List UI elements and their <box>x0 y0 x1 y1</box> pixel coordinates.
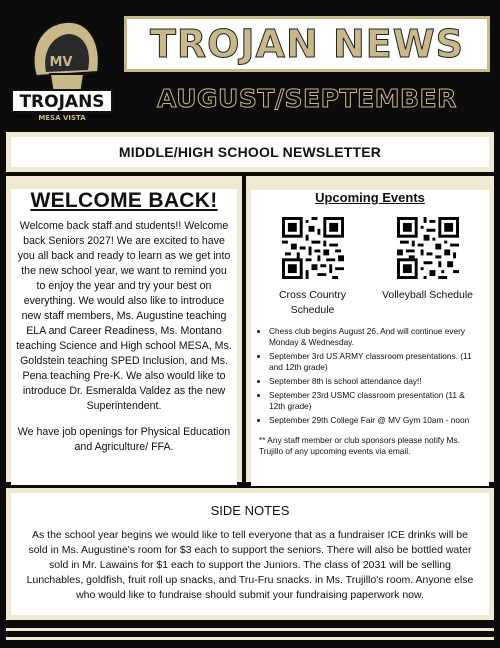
title-bar <box>124 16 490 72</box>
trojan-helmet-logo-icon <box>6 10 118 122</box>
events-note: ** Any staff member or club sponsors please notify Ms. Trujillo of any upcoming events via email. <box>259 435 460 456</box>
events-list <box>251 326 489 426</box>
footer-divider <box>6 637 494 640</box>
qr-code-icon <box>397 217 459 279</box>
side-notes-heading: SIDE NOTES <box>210 503 290 518</box>
events-panel <box>246 176 494 482</box>
list-item: • September 23rd USMC classroom presentation (11 & 12th grade) <box>269 390 483 412</box>
qr-code-icon <box>282 217 344 279</box>
newsletter-title: MIDDLE/HIGH SCHOOL NEWSLETTER <box>11 137 489 167</box>
issue-month: AUGUST/SEPTEMBER <box>157 83 457 113</box>
welcome-text: Welcome back staff and students!! Welcome back Seniors 2027! We are excited to have you all back and ready to learn as we get into the new school year, we want to remind you to enjoy the year and try your best on everything. We would also like to introduce new staff members, Ms. Augustine teaching ELA and Career Readiness, Ms. Montano teaching Science and High school MESA, Ms. Goldstein teaching SPED Inclusion, and Ms. Pena teaching Pre-K. We also would like to introduce Dr. Esmeralda Valdez as the new Superintendent. <box>16 220 232 412</box>
job-openings-text: We have job openings for Physical Education and Agriculture/ FFA. <box>17 426 231 453</box>
logo-initials: MV <box>49 55 73 70</box>
list-item: • September 3rd US ARMY classroom presentations. (11 and 12th grade) <box>269 351 483 373</box>
qr-label-volleyball: Volleyball Schedule <box>381 289 474 301</box>
list-item: • September 29th College Fair @ MV Gym 10am - noon <box>269 415 483 426</box>
page-title: TROJAN NEWS <box>149 22 465 66</box>
newsletter-header <box>0 0 500 124</box>
list-item: • September 8th is school attendance day!! <box>269 376 483 387</box>
footer-divider <box>6 628 494 631</box>
events-heading: Upcoming Events <box>315 190 425 205</box>
welcome-heading: WELCOME BACK! <box>30 189 218 212</box>
newsletter-band <box>6 132 494 172</box>
side-notes-panel <box>6 488 494 620</box>
list-item: • Chess club begins August 26, And will continue every Monday & Wednesday. <box>269 326 483 348</box>
welcome-panel <box>6 176 242 482</box>
side-notes-text: As the school year begins we would like to tell everyone that as a fundraiser ICE drinks will be sold in Ms. Augustine's room for $3 each to support the seniors. There will also be bottled water sold in Mr. Lawains for $1 each to support the Juniors. The class of 2031 will be selling Lunchables, goldfish, fruit roll up snacks, and Tru-Fru snacks. in Ms. Trujillo's room. Anyone else who would like to fundraise should submit your fundraising paperwork now. <box>26 529 474 601</box>
logo-team: TROJANS <box>19 92 105 112</box>
qr-cross-country[interactable] <box>258 217 368 318</box>
qr-label-cross-country: Cross Country Schedule <box>278 289 347 316</box>
qr-volleyball[interactable] <box>373 217 483 318</box>
logo-school: MESA VISTA <box>38 114 86 122</box>
